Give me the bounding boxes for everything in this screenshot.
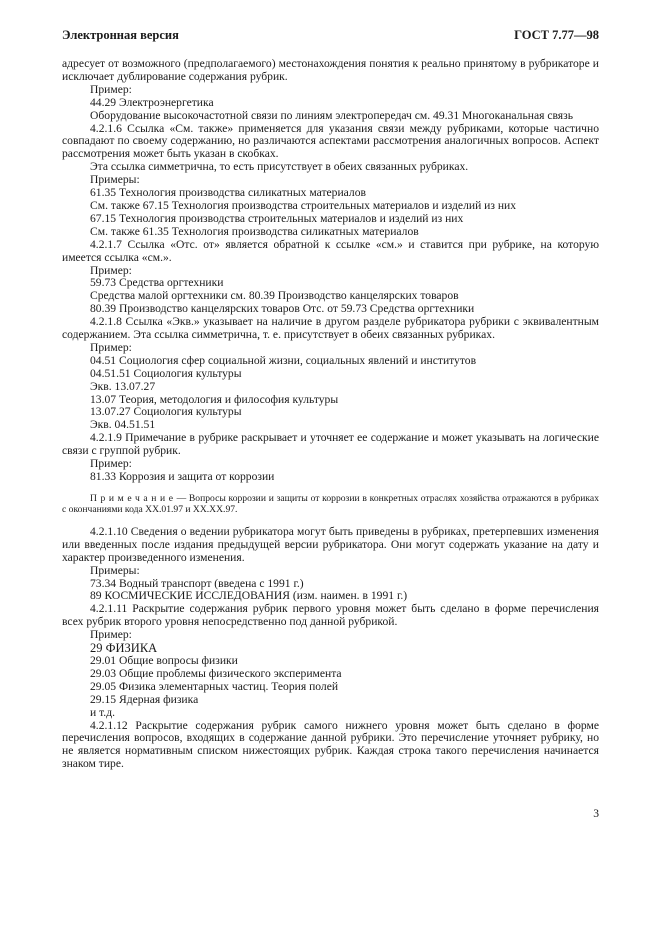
paragraph-4-2-1-7: 4.2.1.7 Ссылка «Отс. от» является обратной к ссылке «см.» и ставится при рубрике, на которую имеется ссылка «см.».: [62, 237, 599, 264]
paragraph-4-2-1-11: 4.2.1.11 Раскрытие содержания рубрик первого уровня может быть сделано в форме перечисления всех рубрик второго уровня непосредственно под данной рубрикой.: [62, 602, 599, 629]
example-line: 29.03 Общие проблемы физического эксперимента: [90, 666, 342, 680]
example-line: 80.39 Производство канцелярских товаров Отс. от 59.73 Средства оргтехники: [90, 302, 475, 316]
example-line: Экв. 04.51.51: [90, 418, 156, 432]
example-line: 44.29 Электроэнергетика: [90, 95, 214, 109]
example-line: 04.51.51 Социология культуры: [90, 366, 242, 380]
example-label: Примеры:: [90, 173, 140, 187]
example-line: 13.07 Теория, методология и философия культуры: [90, 392, 339, 406]
example-label: Пример:: [90, 457, 132, 471]
example-line: 29.15 Ядерная физика: [90, 692, 199, 706]
example-line: 67.15 Технология производства строительных материалов и изделий из них: [90, 211, 464, 225]
header-edition-label: Электронная версия: [62, 28, 179, 42]
example-label: Пример:: [90, 340, 132, 354]
paragraph-4-2-1-9: 4.2.1.9 Примечание в рубрике раскрывает и уточняет ее содержание и может указывать на логические связи с группой рубрик.: [62, 431, 599, 458]
document-body: [62, 58, 599, 771]
example-label: Пример:: [90, 628, 132, 642]
paragraph-4-2-1-10: 4.2.1.10 Сведения о ведении рубрикатора могут быть приведены в рубриках, претерпевших изменения или введенных после издания предыдущей версии рубрикатора. Они могут содержать указание на дату и характер произведенного изменения.: [62, 524, 599, 564]
example-line: и т.д.: [90, 705, 115, 719]
example-line: См. также 67.15 Технология производства строительных материалов и изделий из них: [90, 198, 517, 212]
paragraph-4-2-1-12: 4.2.1.12 Раскрытие содержания рубрик самого нижнего уровня может быть сделано в форме перечисления вопросов, входящих в содержание данной рубрики. Это перечисление уточняет рубрику, но не является нормативным списком нижестоящих рубрик. Каждая строка такого перечисления начинается знаком тире.: [62, 718, 599, 771]
example-heading: 29 ФИЗИКА: [90, 641, 158, 656]
example-line: 29.01 Общие вопросы физики: [90, 653, 238, 667]
example-line: Оборудование высокочастотной связи по линиям электропередач см. 49.31 Многоканальная связь: [90, 108, 573, 122]
example-line: 81.33 Коррозия и защита от коррозии: [90, 470, 275, 483]
note-text: — Вопросы коррозии и защиты от коррозии в конкретных отраслях хозяйства отражаются в рубриках с окончаниями кода XX.01.97 и XX.XX.97.: [62, 492, 599, 516]
paragraph-continuation: адресует от возможного (предполагаемого) местонахождения понятия к реально принятому в рубрикаторе и исключает дублирование содержания рубрик.: [62, 57, 599, 83]
example-line: 04.51 Социология сфер социальной жизни, социальных явлений и институтов: [90, 353, 477, 367]
example-label: Пример:: [90, 82, 132, 96]
paragraph-4-2-1-6: 4.2.1.6 Ссылка «См. также» применяется для указания связи между рубриками, которые частично совпадают по своему содержанию, но различаются аспектами рассмотрения аналогичных вопросов. Аспект рассмотрения может быть указан в скобках.: [62, 121, 599, 161]
example-label: Примеры:: [90, 563, 140, 577]
example-line: 59.73 Средства оргтехники: [90, 276, 224, 290]
note-block: [62, 493, 599, 516]
example-label: Пример:: [90, 263, 132, 277]
paragraph-4-2-1-8: 4.2.1.8 Ссылка «Экв.» указывает на наличие в другом разделе рубрикатора рубрики с эквивалентным содержанием. Эта ссылка симметрична, т. е. присутствует в обеих связанных рубриках.: [62, 315, 599, 342]
paragraph-4-2-1-6-b: Эта ссылка симметрична, то есть присутствует в обеих связанных рубриках.: [90, 160, 469, 174]
example-line: 29.05 Физика элементарных частиц. Теория полей: [90, 679, 339, 693]
example-line: 89 КОСМИЧЕСКИЕ ИССЛЕДОВАНИЯ (изм. наимен. в 1991 г.): [90, 589, 408, 603]
example-line: 13.07.27 Социология культуры: [90, 405, 242, 419]
example-line: Экв. 13.07.27: [90, 379, 156, 393]
header-standard-code: ГОСТ 7.77—98: [514, 28, 599, 42]
example-line: См. также 61.35 Технология производства силикатных материалов: [90, 224, 419, 238]
note-label: Примечание: [90, 492, 177, 504]
page-number: 3: [593, 807, 599, 820]
example-line: 61.35 Технология производства силикатных материалов: [90, 186, 366, 200]
example-line: 73.34 Водный транспорт (введена с 1991 г.): [90, 576, 304, 590]
example-line: Средства малой оргтехники см. 80.39 Производство канцелярских товаров: [90, 289, 459, 303]
